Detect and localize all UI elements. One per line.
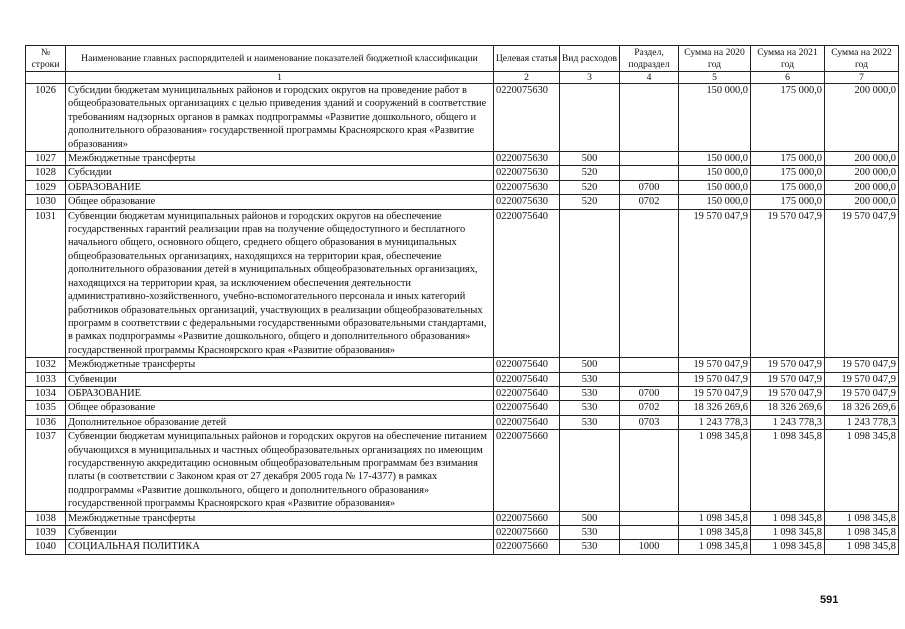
column-number: 3 bbox=[560, 72, 620, 84]
amount-2022-cell: 18 326 269,6 bbox=[825, 401, 899, 415]
row-name-cell: Субвенции бюджетам муниципальных районов и городских округов на обеспечение питанием обучающихся в муниципальных и частных общеобразовательных организациях по имеющим государственную аккредитацию основным общеобразовательным программам без взимания платы (в соответствии с Законом края от 27 декабря 2005 года № 17-4377) в рамках подпрограммы «Развитие дошкольного, общего и дополнительного образования» государственной программы Красноярского края «Развитие образования» bbox=[66, 430, 494, 511]
amount-2020-cell: 150 000,0 bbox=[679, 166, 751, 180]
table-row bbox=[26, 372, 899, 386]
table-row bbox=[26, 166, 899, 180]
table-row bbox=[26, 401, 899, 415]
column-number: 5 bbox=[679, 72, 751, 84]
row-number-cell: 1031 bbox=[26, 209, 66, 357]
amount-2021-cell: 18 326 269,6 bbox=[751, 401, 825, 415]
row-name-cell: Субсидии bbox=[66, 166, 494, 180]
amount-2020-cell: 1 098 345,8 bbox=[679, 526, 751, 540]
row-name-cell: Общее образование bbox=[66, 401, 494, 415]
amount-2021-cell: 19 570 047,9 bbox=[751, 372, 825, 386]
amount-2020-cell: 19 570 047,9 bbox=[679, 358, 751, 372]
row-number-cell: 1026 bbox=[26, 84, 66, 152]
target-article-cell: 0220075640 bbox=[494, 358, 560, 372]
section-cell bbox=[620, 430, 679, 511]
amount-2020-cell: 19 570 047,9 bbox=[679, 209, 751, 357]
row-name-cell: Субвенции бюджетам муниципальных районов и городских округов на обеспечение государственных гарантий реализации прав на получение общедоступного и бесплатного начального общего, основного общего, среднего общего образования в муниципальных общеобразовательных организациях, находящихся на территории края, обеспечение дополнительного образования детей в муниципальных общеобразовательных организациях, находящихся на территории края, за исключением обеспечения деятельности административно-хозяйственного, учебно-вспомогательного персонала и иных категорий работников образовательных организаций, участвующих в реализации общеобразовательных программ в соответствии с федеральными государственными образовательными стандартами, в рамках подпрограммы «Развитие дошкольного, общего и дополнительного образования» государственной программы Красноярского края «Развитие образования» bbox=[66, 209, 494, 357]
row-number-cell: 1037 bbox=[26, 430, 66, 511]
amount-2021-cell: 1 098 345,8 bbox=[751, 526, 825, 540]
expense-type-cell: 530 bbox=[560, 540, 620, 554]
row-name-cell: Субсидии бюджетам муниципальных районов и городских округов на проведение работ в общеобразовательных организациях с целью приведения зданий и сооружений в соответствие требованиям надзорных органов в рамках подпрограммы «Развитие дошкольного, общего и дополнительного образования» государственной программы Красноярского края «Развитие образования» bbox=[66, 84, 494, 152]
target-article-cell: 0220075630 bbox=[494, 180, 560, 194]
amount-2022-cell: 1 098 345,8 bbox=[825, 540, 899, 554]
expense-type-cell: 530 bbox=[560, 386, 620, 400]
target-article-cell: 0220075660 bbox=[494, 430, 560, 511]
header-row bbox=[26, 46, 899, 72]
table-row bbox=[26, 511, 899, 525]
expense-type-cell: 530 bbox=[560, 415, 620, 429]
amount-2022-cell: 19 570 047,9 bbox=[825, 209, 899, 357]
expense-type-cell: 500 bbox=[560, 511, 620, 525]
amount-2021-cell: 175 000,0 bbox=[751, 180, 825, 194]
amount-2021-cell: 1 243 778,3 bbox=[751, 415, 825, 429]
row-name-cell: СОЦИАЛЬНАЯ ПОЛИТИКА bbox=[66, 540, 494, 554]
column-number: 7 bbox=[825, 72, 899, 84]
amount-2021-cell: 19 570 047,9 bbox=[751, 209, 825, 357]
row-name-cell: Дополнительное образование детей bbox=[66, 415, 494, 429]
expense-type-cell: 500 bbox=[560, 152, 620, 166]
target-article-cell: 0220075640 bbox=[494, 372, 560, 386]
header-sum-2020: Сумма на 2020 год bbox=[679, 46, 751, 72]
table-row bbox=[26, 152, 899, 166]
page-number: 591 bbox=[820, 594, 839, 606]
row-number-cell: 1029 bbox=[26, 180, 66, 194]
budget-table bbox=[25, 45, 899, 555]
amount-2021-cell: 19 570 047,9 bbox=[751, 386, 825, 400]
table-row bbox=[26, 180, 899, 194]
table-row bbox=[26, 386, 899, 400]
section-cell bbox=[620, 152, 679, 166]
amount-2022-cell: 200 000,0 bbox=[825, 195, 899, 209]
section-cell bbox=[620, 166, 679, 180]
row-name-cell: Межбюджетные трансферты bbox=[66, 152, 494, 166]
section-cell bbox=[620, 511, 679, 525]
row-number-cell: 1036 bbox=[26, 415, 66, 429]
target-article-cell: 0220075630 bbox=[494, 195, 560, 209]
row-number-cell: 1028 bbox=[26, 166, 66, 180]
amount-2022-cell: 19 570 047,9 bbox=[825, 386, 899, 400]
table-row bbox=[26, 195, 899, 209]
amount-2021-cell: 1 098 345,8 bbox=[751, 430, 825, 511]
column-number: 6 bbox=[751, 72, 825, 84]
amount-2020-cell: 1 098 345,8 bbox=[679, 511, 751, 525]
amount-2022-cell: 200 000,0 bbox=[825, 166, 899, 180]
header-row-no: № строки bbox=[26, 46, 66, 72]
row-name-cell: Общее образование bbox=[66, 195, 494, 209]
expense-type-cell: 520 bbox=[560, 195, 620, 209]
column-number bbox=[26, 72, 66, 84]
row-number-cell: 1034 bbox=[26, 386, 66, 400]
column-number: 1 bbox=[66, 72, 494, 84]
row-name-cell: Межбюджетные трансферты bbox=[66, 358, 494, 372]
row-number-cell: 1040 bbox=[26, 540, 66, 554]
column-number: 4 bbox=[620, 72, 679, 84]
amount-2021-cell: 1 098 345,8 bbox=[751, 540, 825, 554]
amount-2021-cell: 175 000,0 bbox=[751, 195, 825, 209]
section-cell: 0702 bbox=[620, 401, 679, 415]
amount-2021-cell: 175 000,0 bbox=[751, 84, 825, 152]
amount-2022-cell: 19 570 047,9 bbox=[825, 358, 899, 372]
target-article-cell: 0220075660 bbox=[494, 540, 560, 554]
header-section: Раздел, подраздел bbox=[620, 46, 679, 72]
header-sum-2021: Сумма на 2021 год bbox=[751, 46, 825, 72]
row-number-cell: 1033 bbox=[26, 372, 66, 386]
section-cell: 1000 bbox=[620, 540, 679, 554]
expense-type-cell bbox=[560, 84, 620, 152]
row-number-cell: 1035 bbox=[26, 401, 66, 415]
column-number: 2 bbox=[494, 72, 560, 84]
amount-2022-cell: 1 098 345,8 bbox=[825, 511, 899, 525]
table-row bbox=[26, 358, 899, 372]
amount-2022-cell: 19 570 047,9 bbox=[825, 372, 899, 386]
expense-type-cell: 530 bbox=[560, 372, 620, 386]
amount-2022-cell: 1 243 778,3 bbox=[825, 415, 899, 429]
header-target: Целевая статья bbox=[494, 46, 560, 72]
amount-2020-cell: 19 570 047,9 bbox=[679, 386, 751, 400]
amount-2022-cell: 200 000,0 bbox=[825, 84, 899, 152]
header-expense-type: Вид расходов bbox=[560, 46, 620, 72]
amount-2020-cell: 150 000,0 bbox=[679, 84, 751, 152]
section-cell: 0703 bbox=[620, 415, 679, 429]
expense-type-cell: 500 bbox=[560, 358, 620, 372]
amount-2022-cell: 1 098 345,8 bbox=[825, 526, 899, 540]
column-number-row bbox=[26, 72, 899, 84]
section-cell: 0700 bbox=[620, 180, 679, 194]
section-cell bbox=[620, 526, 679, 540]
expense-type-cell: 530 bbox=[560, 526, 620, 540]
row-name-cell: Субвенции bbox=[66, 372, 494, 386]
header-sum-2022: Сумма на 2022 год bbox=[825, 46, 899, 72]
target-article-cell: 0220075630 bbox=[494, 166, 560, 180]
row-name-cell: ОБРАЗОВАНИЕ bbox=[66, 180, 494, 194]
target-article-cell: 0220075640 bbox=[494, 209, 560, 357]
row-number-cell: 1032 bbox=[26, 358, 66, 372]
table-row bbox=[26, 415, 899, 429]
amount-2020-cell: 150 000,0 bbox=[679, 180, 751, 194]
amount-2020-cell: 18 326 269,6 bbox=[679, 401, 751, 415]
target-article-cell: 0220075660 bbox=[494, 511, 560, 525]
expense-type-cell: 520 bbox=[560, 180, 620, 194]
expense-type-cell bbox=[560, 430, 620, 511]
table-row bbox=[26, 526, 899, 540]
target-article-cell: 0220075640 bbox=[494, 386, 560, 400]
target-article-cell: 0220075640 bbox=[494, 415, 560, 429]
table-row bbox=[26, 430, 899, 511]
section-cell bbox=[620, 84, 679, 152]
row-number-cell: 1027 bbox=[26, 152, 66, 166]
amount-2020-cell: 150 000,0 bbox=[679, 152, 751, 166]
row-number-cell: 1039 bbox=[26, 526, 66, 540]
amount-2020-cell: 1 243 778,3 bbox=[679, 415, 751, 429]
amount-2022-cell: 200 000,0 bbox=[825, 152, 899, 166]
expense-type-cell: 530 bbox=[560, 401, 620, 415]
target-article-cell: 0220075630 bbox=[494, 152, 560, 166]
section-cell: 0702 bbox=[620, 195, 679, 209]
table-row bbox=[26, 540, 899, 554]
row-name-cell: Межбюджетные трансферты bbox=[66, 511, 494, 525]
section-cell bbox=[620, 209, 679, 357]
amount-2022-cell: 1 098 345,8 bbox=[825, 430, 899, 511]
amount-2021-cell: 175 000,0 bbox=[751, 166, 825, 180]
row-number-cell: 1038 bbox=[26, 511, 66, 525]
amount-2020-cell: 1 098 345,8 bbox=[679, 540, 751, 554]
table-body bbox=[26, 84, 899, 555]
amount-2021-cell: 175 000,0 bbox=[751, 152, 825, 166]
amount-2021-cell: 19 570 047,9 bbox=[751, 358, 825, 372]
row-name-cell: Субвенции bbox=[66, 526, 494, 540]
amount-2020-cell: 150 000,0 bbox=[679, 195, 751, 209]
amount-2022-cell: 200 000,0 bbox=[825, 180, 899, 194]
target-article-cell: 0220075660 bbox=[494, 526, 560, 540]
expense-type-cell bbox=[560, 209, 620, 357]
table-row bbox=[26, 209, 899, 357]
section-cell bbox=[620, 372, 679, 386]
target-article-cell: 0220075630 bbox=[494, 84, 560, 152]
section-cell: 0700 bbox=[620, 386, 679, 400]
amount-2021-cell: 1 098 345,8 bbox=[751, 511, 825, 525]
amount-2020-cell: 1 098 345,8 bbox=[679, 430, 751, 511]
row-name-cell: ОБРАЗОВАНИЕ bbox=[66, 386, 494, 400]
target-article-cell: 0220075640 bbox=[494, 401, 560, 415]
header-name: Наименование главных распорядителей и наименование показателей бюджетной классификации bbox=[66, 46, 494, 72]
section-cell bbox=[620, 358, 679, 372]
row-number-cell: 1030 bbox=[26, 195, 66, 209]
table-row bbox=[26, 84, 899, 152]
amount-2020-cell: 19 570 047,9 bbox=[679, 372, 751, 386]
expense-type-cell: 520 bbox=[560, 166, 620, 180]
